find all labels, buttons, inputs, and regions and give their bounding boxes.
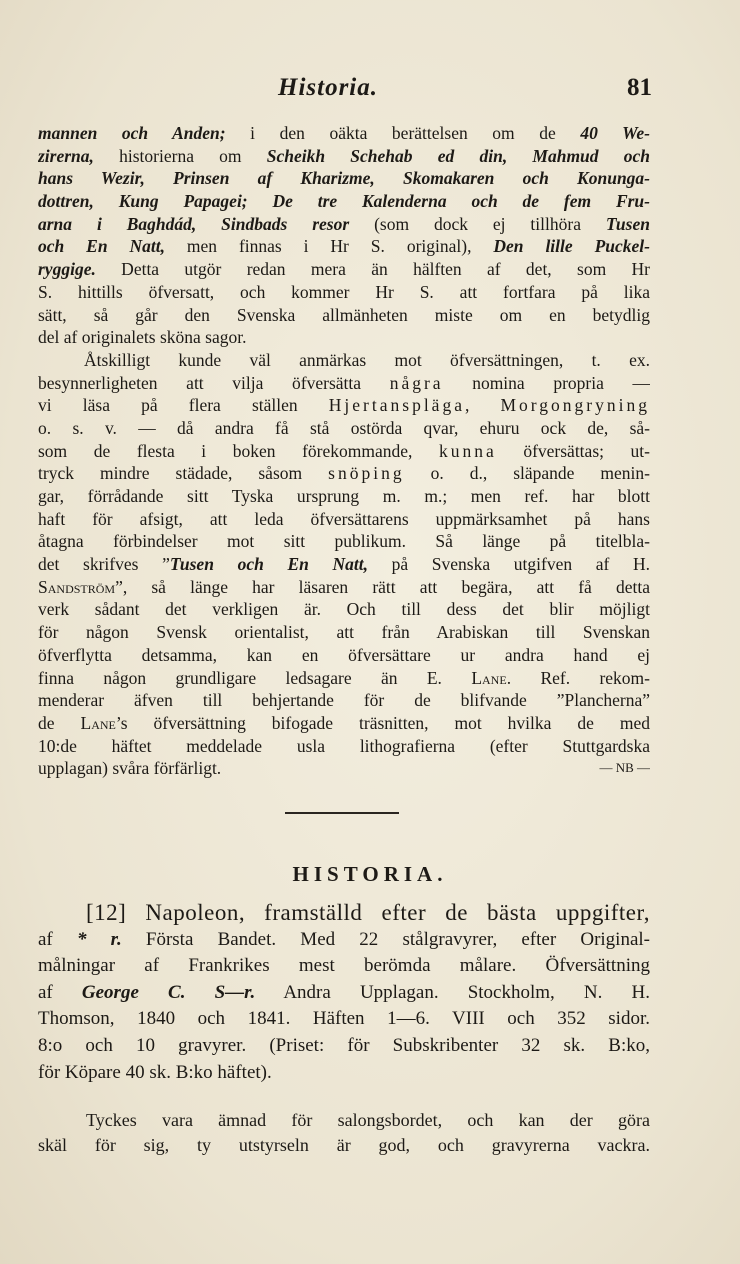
text-line: haft för afsigt, att leda öfversättarens uppmärksamhet på hans	[38, 508, 650, 529]
text-line: dottren, Kung Papagei; De tre Kalenderna och de fem Fru-	[38, 191, 650, 212]
running-head: Historia.	[278, 74, 378, 101]
text-line: som de flesta i boken förekommande, kunna öfversättas; ut-	[38, 440, 650, 461]
page-header	[40, 74, 652, 108]
section-heading: HISTORIA.	[292, 862, 448, 886]
text-line: målningar af Frankrikes mest berömda målare. Öfversättning	[38, 955, 650, 977]
text-line: vi läsa på flera ställen Hjertanspläga, Morgongryning	[38, 395, 650, 416]
closing-text: upplagan) svåra förfärligt.	[38, 758, 222, 779]
text-line: o. s. v. — då andra få stå ostörda qvar, ehuru ock de, så-	[38, 417, 650, 438]
text-line: Åtskilligt kunde väl anmärkas mot öfversättningen, t. ex.	[84, 349, 650, 370]
text-line: af * r. Första Bandet. Med 22 stålgravyrer, efter Original-	[38, 928, 650, 950]
entry-comment	[38, 1108, 650, 1157]
entry-number: [12]	[86, 900, 127, 925]
bibliographic-entry	[38, 900, 650, 1086]
text-line: för Köpare 40 sk. B:ko häftet).	[38, 1061, 272, 1083]
reviewer-signature: — NB —	[599, 760, 650, 776]
text-line: för någon Svensk orientalist, att från Arabiskan till Svenskan	[38, 622, 650, 643]
text-line: tryck mindre städade, såsom snöping o. d., släpande menin-	[38, 463, 650, 484]
entry-title-line: [12] Napoleon, framställd efter de bästa uppgifter,	[86, 900, 650, 925]
text-line: det skrifves ”Tusen och En Natt, på Svenska utgifven af H.	[38, 554, 650, 575]
text-line: de Lane’s öfversättning bifogade träsnitten, mot hvilka de med	[38, 712, 650, 733]
text-line: mannen och Anden; i den oäkta berättelsen om de 40 We-	[38, 123, 650, 143]
entry-author: * r.	[76, 928, 122, 950]
text-line: öfverflytta detsamma, kan en öfversättare ur andra hand ej	[38, 644, 650, 665]
section-divider	[285, 812, 399, 814]
text-line: 8:o och 10 gravyrer. (Priset: för Subskribenter 32 sk. B:ko,	[38, 1034, 650, 1056]
entry-translator: George C. S—r.	[81, 981, 256, 1003]
text-line: Sandström”, så länge har läsaren rätt att begära, att få detta	[38, 576, 650, 597]
text-line: arna i Baghdád, Sindbads resor (som dock ej tillhöra Tusen	[38, 213, 650, 234]
text-line: Tyckes vara ämnad för salongsbordet, och kan der göra	[86, 1110, 650, 1130]
page-number: 81	[627, 74, 652, 101]
text-line: skäl för sig, ty utstyrseln är god, och gravyrerna vackra.	[38, 1134, 650, 1155]
text-line: verk sådant det verkligen är. Och till dess det blir möjligt	[38, 599, 650, 620]
text-line: gar, förrådande sitt Tyska ursprung m. m.; men ref. har blott	[38, 486, 650, 506]
text-line: menderar äfven till behjertande för de blifvande ”Plancherna”	[38, 690, 650, 711]
text-line: af George C. S—r. Andra Upplagan. Stockholm, N. H.	[38, 981, 650, 1003]
text-line: Thomson, 1840 och 1841. Häften 1—6. VIII och 352 sidor.	[38, 1008, 650, 1030]
text-line: del af originalets sköna sagor.	[38, 327, 247, 348]
closing-line	[38, 757, 650, 780]
review-text	[38, 122, 650, 780]
text-line: besynnerligheten att vilja öfversätta några nomina propria —	[38, 372, 650, 393]
text-line: och En Natt, men finnas i Hr S. original), Den lille Puckel-	[38, 236, 650, 257]
text-line: 10:de häftet meddelade usla lithografierna (efter Stuttgardska	[38, 735, 650, 756]
text-line: zirerna, historierna om Scheikh Schehab ed din, Mahmud och	[38, 145, 650, 166]
text-line: S. hittills öfversatt, och kommer Hr S. att fortfara på lika	[38, 281, 650, 302]
text-line: hans Wezir, Prinsen af Kharizme, Skomakaren och Konunga-	[38, 168, 650, 189]
text-line: ryggige. Detta utgör redan mera än hälften af det, som Hr	[38, 259, 650, 280]
text-line: åtagna förbindelser mot sitt publikum. Så länge på titelbla-	[38, 531, 650, 552]
text-line: finna någon grundligare ledsagare än E. Lane. Ref. rekom-	[38, 667, 650, 688]
text-line: sätt, så går den Svenska allmänheten miste om en betydlig	[38, 304, 650, 325]
